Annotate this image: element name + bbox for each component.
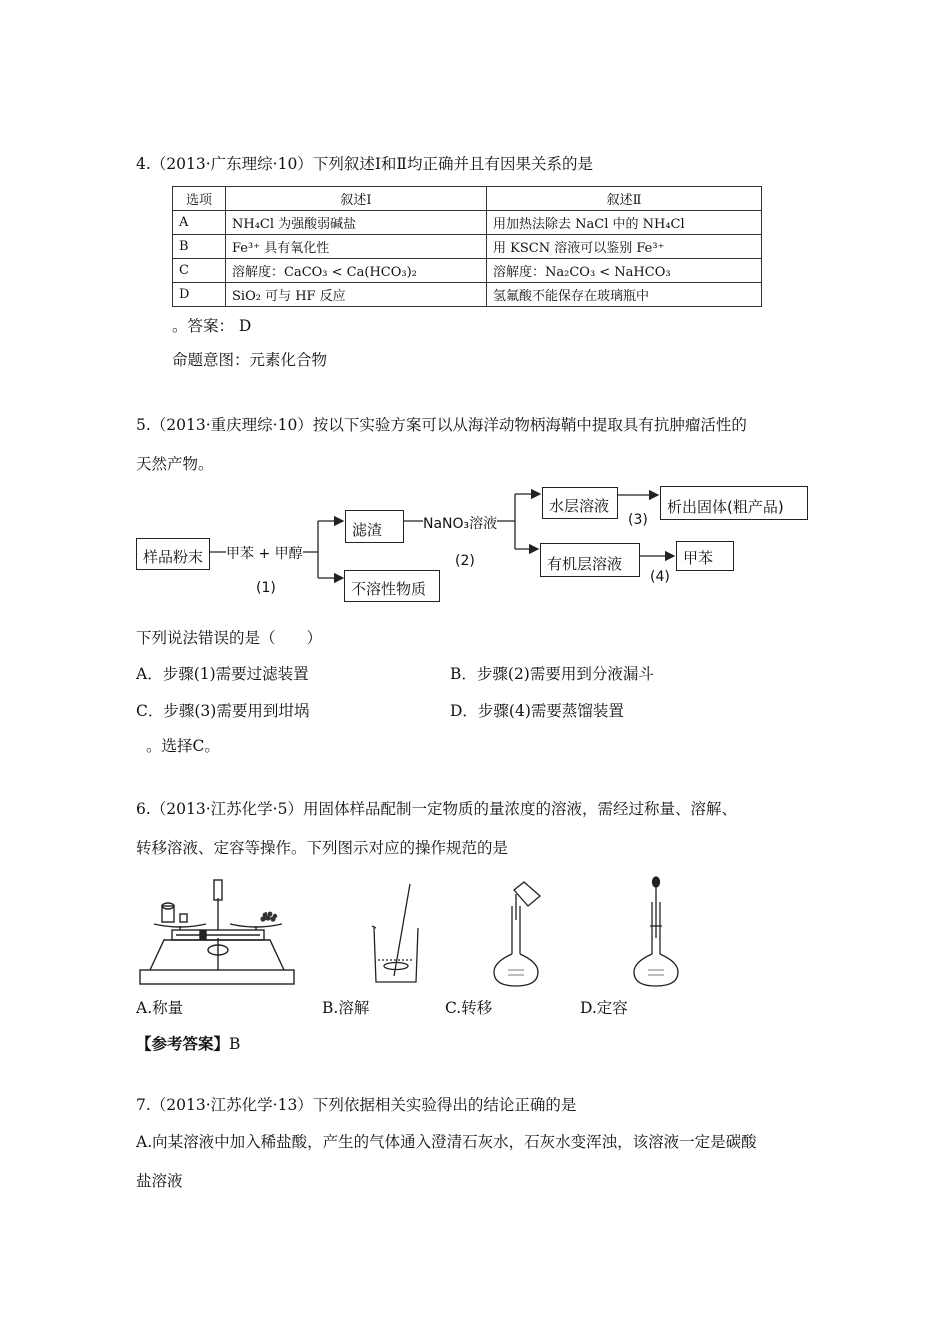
caption-a: A.称量 — [136, 999, 184, 1017]
flow-residue-box — [345, 510, 404, 543]
caption-b: B.溶解 — [322, 999, 370, 1017]
flow-organic-label: 有机层溶液 — [547, 555, 623, 573]
flow-step4: (4) — [650, 569, 670, 585]
cell-option: A — [173, 211, 226, 235]
cell-option: D — [173, 283, 226, 307]
cell-statement-1: SiO₂ 可与 HF 反应 — [226, 283, 487, 307]
header-statement-2: 叙述Ⅱ — [487, 187, 762, 211]
cell-statement-2: 用 KSCN 溶液可以鉴别 Fe³⁺ — [487, 235, 762, 259]
flow-residue-label: 滤渣 — [352, 521, 383, 539]
flow-step2: (2) — [455, 553, 475, 569]
q5-option-c: C．步骤(3)需要用到坩埚 — [136, 702, 310, 720]
flow-toluene-box — [676, 541, 734, 571]
flow-step3: (3) — [628, 512, 648, 528]
cell-statement-2: 用加热法除去 NaCl 中的 NH₄Cl — [487, 211, 762, 235]
cell-statement-2: 溶解度：Na₂CO₃ < NaHCO₃ — [487, 259, 762, 283]
q5-option-a: A．步骤(1)需要过滤装置 — [136, 665, 309, 683]
dissolve-illustration — [368, 882, 428, 987]
flow-solid-box — [660, 486, 808, 520]
caption-c: C.转移 — [445, 999, 493, 1017]
cell-option: B — [173, 235, 226, 259]
q5-option-b: B．步骤(2)需要用到分液漏斗 — [450, 665, 654, 683]
header-option: 选项 — [173, 187, 226, 211]
flow-solid-label: 析出固体(粗产品) — [667, 498, 784, 516]
q6-stem-line1: 6.（2013·江苏化学·5）用固体样品配制一定物质的量浓度的溶液，需经过称量、溶解、 — [136, 800, 737, 818]
cell-statement-1: NH₄Cl 为强酸弱碱盐 — [226, 211, 487, 235]
flow-step1: (1) — [256, 580, 276, 596]
constant-volume-illustration — [628, 876, 688, 990]
q6-stem-line2: 转移溶液、定容等操作。下列图示对应的操作规范的是 — [136, 839, 509, 857]
flow-insoluble-label: 不溶性物质 — [351, 580, 427, 598]
flow-toluene-label: 甲苯 — [683, 549, 714, 567]
flow-reagent1: 甲苯 + 甲醇 — [226, 543, 303, 563]
transfer-illustration — [488, 880, 548, 990]
q4-answer: 。答案： D — [172, 317, 252, 335]
q7-option-a-line2: 盐溶液 — [136, 1172, 183, 1190]
cell-option: C — [173, 259, 226, 283]
q5-option-d: D．步骤(4)需要蒸馏装置 — [450, 702, 624, 720]
cell-statement-1: Fe³⁺ 具有氧化性 — [226, 235, 487, 259]
cell-statement-1: 溶解度：CaCO₃ < Ca(HCO₃)₂ — [226, 259, 487, 283]
caption-d: D.定容 — [580, 999, 628, 1017]
q6-answer-value: B — [229, 1035, 241, 1053]
q5-stem-line1: 5.（2013·重庆理综·10）按以下实验方案可以从海洋动物柄海鞘中提取具有抗肿瘤活性的 — [136, 416, 747, 434]
cell-statement-2: 氢氟酸不能保存在玻璃瓶中 — [487, 283, 762, 307]
q4-stem: 4.（2013·广东理综·10）下列叙述Ⅰ和Ⅱ均正确并且有因果关系的是 — [136, 155, 593, 173]
q7-stem: 7.（2013·江苏化学·13）下列依据相关实验得出的结论正确的是 — [136, 1096, 577, 1114]
q5-stem-line2: 天然产物。 — [136, 455, 214, 473]
flow-aqueous-label: 水层溶液 — [549, 497, 610, 515]
q6-answer — [136, 1032, 240, 1054]
flow-reagent2: NaNO₃溶液 — [423, 513, 497, 533]
flow-aqueous-box — [542, 487, 618, 519]
q7-option-a-line1: A.向某溶液中加入稀盐酸，产生的气体通入澄清石灰水，石灰水变浑浊，该溶液一定是碳酸 — [136, 1133, 757, 1151]
balance-illustration — [136, 876, 298, 988]
flow-sample-label: 样品粉末 — [143, 548, 204, 566]
q4-intent: 命题意图：元素化合物 — [172, 351, 328, 369]
q5-question: 下列说法错误的是（ ） — [136, 629, 323, 647]
flow-insoluble-box — [344, 570, 440, 602]
flow-organic-box — [540, 543, 640, 577]
flow-sample-box — [136, 538, 210, 570]
header-statement-1: 叙述Ⅰ — [226, 187, 487, 211]
q5-answer: 。选择C。 — [146, 737, 220, 755]
q6-answer-label: 【参考答案】 — [136, 1034, 230, 1053]
